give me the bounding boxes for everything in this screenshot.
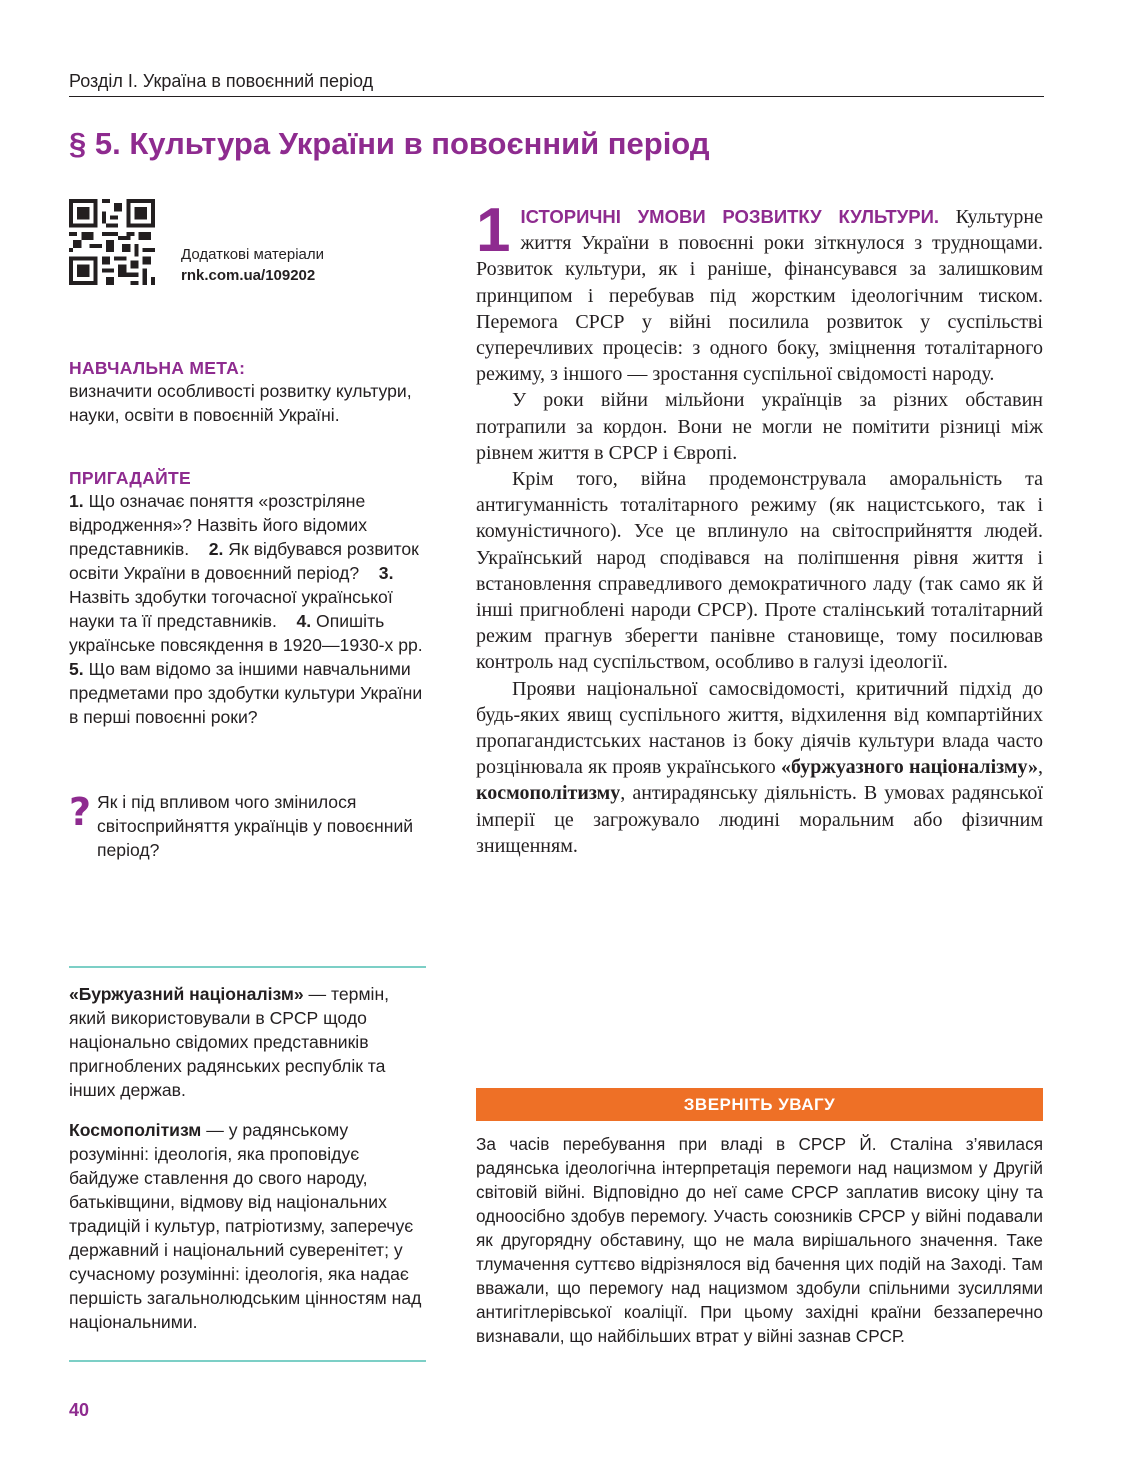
glossary-term: «Буржуазний націоналізм» xyxy=(69,984,304,1004)
question-block xyxy=(69,790,429,862)
term-cosmopolitanism: космополітизму xyxy=(476,782,621,805)
attention-text: За часів перебування при владі в СРСР Й. Сталіна з’явилася радянська ідеологічна інтерпретація перемоги над нацизмом у Другій світовій війні. Відповідно до неї саме СРСР заплатив високу ціну та одноосібно здобув перемогу. Участь союзників СРСР у війні подавали як другорядну обставину, що не мала вирішального значення. Таке тлумачення суттєво відрізнялося від бачення цих подій на Заході. Там вважали, що перемогу над нацизмом здобули спільними зусиллями антигітлерівської коаліції. При цьому західні країни беззаперечно визнавали, що найбільших втрат у війні зазнав СРСР. xyxy=(476,1134,1043,1346)
glossary-term: Космополітизм xyxy=(69,1120,202,1140)
recall-item-text: Як відбувався розвиток освіти України в довоєнний період? xyxy=(69,539,419,583)
recall-item-number: 5. xyxy=(69,659,84,679)
recall-item-number: 2. xyxy=(208,539,224,559)
question-mark-icon: ? xyxy=(69,790,92,834)
running-head: Розділ І. Україна в повоєнний період xyxy=(69,70,1044,97)
recall-item-number: 3. xyxy=(378,563,394,583)
glossary-bottom-rule xyxy=(69,1360,426,1362)
learning-goal-text: визначити особливості розвитку культури, науки, освіти в повоєнній Україні. xyxy=(69,381,412,425)
paragraph: Крім того, війна продемонструвала аморальність та антигуманність тоталітарного режиму (як нацистського, так і комуністичного). Усе це вплинуло на світосприйняття людей. Український народ сподівався на поліпшення рівня життя і встановлення справедливого демократичного ладу (так само як й інші пригноблені народи СРСР). Проте сталінський тоталітарний режим прагнув зберегти панівне становище, тому посилював контроль над суспільством, особливо в галузі ідеології. xyxy=(476,468,1043,674)
recall-heading: ПРИГАДАЙТЕ xyxy=(69,468,191,488)
recall-item-text: Що вам відомо за іншими навчальними предметами про здобутки культури України в перші повоєнні роки? xyxy=(69,659,423,727)
recall-items xyxy=(69,489,429,729)
term-bourgeois-nationalism: «буржуазного націоналізму» xyxy=(781,756,1038,779)
glossary-definition: — термін, який використовували в СРСР щодо національно свідомих представників пригноблених радянських республік та інших держав. xyxy=(69,984,390,1100)
glossary-definition: — у радянському розумінні: ідеологія, яка проповідує байдуже ставлення до свого народу, батьківщини, відмову від національних традицій і культур, патріотизму, заперечує державний і національний суверенітет; у сучасному розумінні: ідеологія, яка надає першість загальнолюдським цінностям над національними. xyxy=(69,1120,422,1332)
recall-item-text: Що означає поняття «розстріляне відродження»? Назвіть його відомих представників. xyxy=(69,491,368,559)
recall-item-text: Назвіть здобутки тогочасної української науки та її представників. xyxy=(69,587,393,631)
qr-caption xyxy=(181,244,324,286)
qr-code-icon[interactable] xyxy=(69,199,155,285)
recall-item-number: 4. xyxy=(296,611,312,631)
learning-goal-heading: НАВЧАЛЬНА МЕТА: xyxy=(69,358,246,378)
glossary-top-rule xyxy=(69,966,426,968)
paragraph: У роки війни мільйони українців за різних обставин потрапили за кордон. Вони не могли не помітити різниці між рівнем життя в СРСР і Європі. xyxy=(476,389,1043,464)
paragraph-text: Прояви національної самосвідомості, критичний підхід до будь-яких явищ суспільного життя, відхилення від компартійних пропагандистських настанов із боку діячів культури влада часто розцінювала як прояв українського xyxy=(476,677,1043,779)
glossary xyxy=(69,982,429,1350)
glossary-entry xyxy=(69,982,429,1102)
main-text xyxy=(476,196,1043,859)
section-heading: ІСТОРИЧНІ УМОВИ РОЗВИТКУ КУЛЬТУРИ. xyxy=(520,206,940,227)
glossary-entry xyxy=(69,1118,429,1334)
paragraph-text: , антирадянську діяльність. В умовах радянської імперії це загрожувало людині моральним або фізичним знищенням. xyxy=(476,782,1043,857)
question-text: Як і під впливом чого змінилося світосприйняття українців у повоєнний період? xyxy=(97,792,414,860)
recall-block xyxy=(69,467,429,729)
attention-heading: ЗВЕРНІТЬ УВАГУ xyxy=(476,1088,1043,1121)
recall-item-text: Опишіть українське повсякдення в 1920—1930-х рр. xyxy=(69,611,423,655)
paragraph xyxy=(476,196,1043,387)
qr-caption-text: Додаткові матеріали xyxy=(181,246,325,263)
recall-item-number: 1. xyxy=(69,491,84,511)
qr-link[interactable]: rnk.com.ua/109202 xyxy=(181,267,316,284)
paragraph xyxy=(476,676,1043,859)
section-number: 1 xyxy=(476,196,511,265)
paragraph-text: Культурне життя України в повоєнні роки зіткнулося з труднощами. Розвиток культури, як і раніше, фінансувався за залишковим принципом і перебував під жорстким ідеологічним тиском. Перемога СРСР у війні посилила розвиток у суспільстві суперечливих процесів: з одного боку, зміцнення тоталітарного режиму, з іншого — зростання суспільної свідомості народу. xyxy=(476,206,1043,386)
page-title: § 5. Культура України в повоєнний період xyxy=(69,126,710,161)
page-number: 40 xyxy=(69,1400,90,1420)
learning-goal xyxy=(69,357,429,427)
paragraph-text: , xyxy=(1038,756,1043,779)
